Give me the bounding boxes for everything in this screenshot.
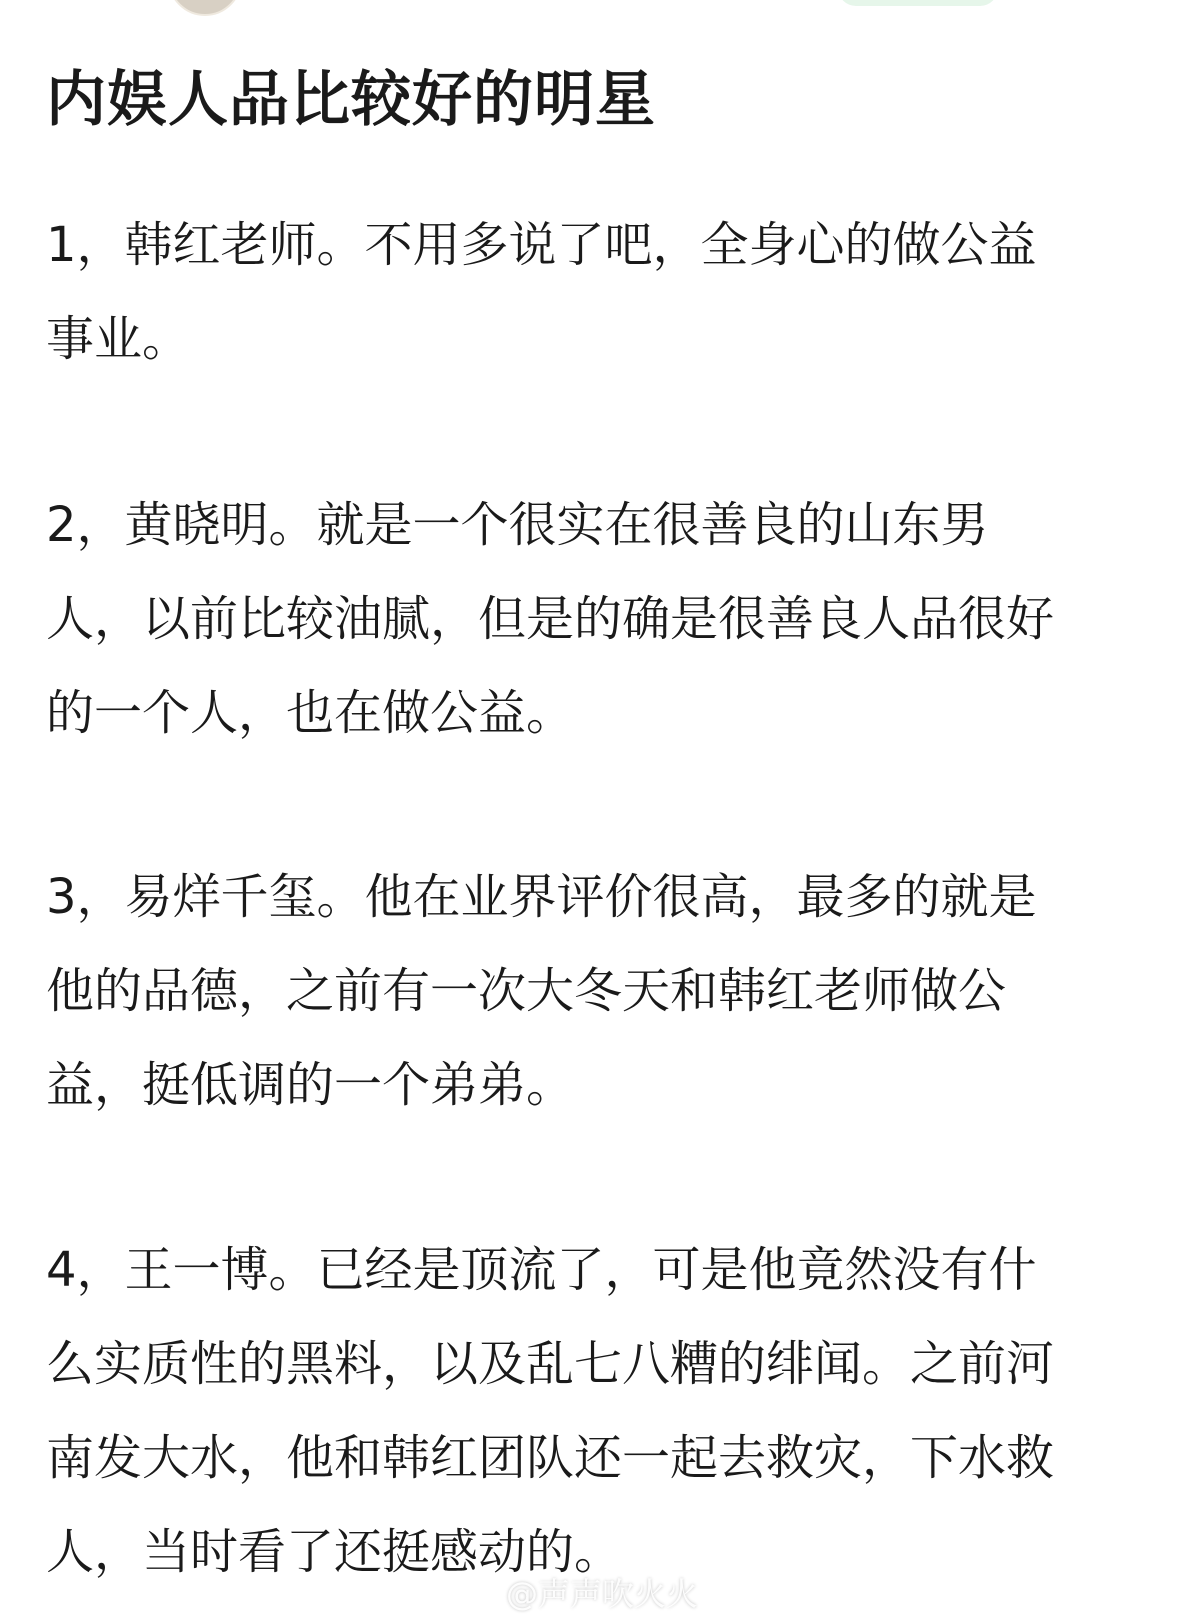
post-paragraph-1 [46,198,1146,386]
paragraph-line: 1，韩红老师。不用多说了吧，全身心的做公益 [46,217,1037,273]
paragraph-line: 2，黄晓明。就是一个很实在很善良的山东男 [46,497,989,553]
weibo-icon [470,1580,500,1604]
paragraph-line: 他的品德，之前有一次大冬天和韩红老师做公 [46,963,1007,1019]
post-paragraph-3 [46,850,1146,1132]
follow-button[interactable] [838,0,998,6]
watermark [470,1570,698,1614]
paragraph-line: 事业。 [46,311,191,367]
post-paragraph-2 [46,478,1146,760]
paragraph-line: 3，易烊千玺。他在业界评价很高，最多的就是 [46,869,1037,925]
paragraph-line: 4，王一博。已经是顶流了，可是他竟然没有什 [46,1242,1037,1298]
post-paragraph-4 [46,1223,1146,1599]
paragraph-line: 人，以前比较油腻，但是的确是很善良人品很好 [46,591,1055,647]
paragraph-line: 人，当时看了还挺感动的。 [46,1524,623,1580]
watermark-text: @声声吹火火 [506,1575,699,1613]
paragraph-line: 南发大水，他和韩红团队还一起去救灾，下水救 [46,1430,1055,1486]
paragraph-line: 么实质性的黑料，以及乱七八糟的绯闻。之前河 [46,1336,1055,1392]
post-title: 内娱人品比较好的明星 [46,65,656,135]
paragraph-line: 益，挺低调的一个弟弟。 [46,1057,575,1113]
avatar[interactable] [168,0,242,16]
paragraph-line: 的一个人，也在做公益。 [46,685,575,741]
